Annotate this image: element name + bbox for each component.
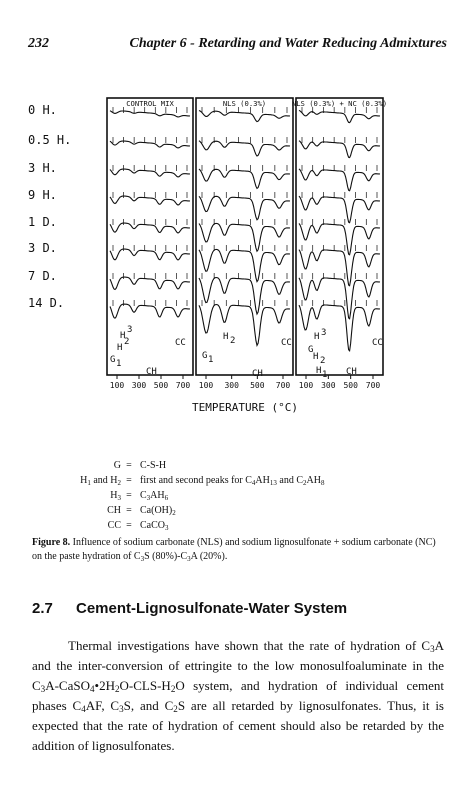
peak-label: CH <box>146 367 157 377</box>
legend-symbol: CC <box>107 520 121 531</box>
thermogram-curves <box>110 107 380 351</box>
legend-row-h3 <box>0 488 473 503</box>
thermogram-curve <box>299 223 380 254</box>
peak-label: 1 <box>208 355 214 365</box>
legend-row-cc <box>0 518 473 533</box>
equals-sign: = <box>126 475 132 486</box>
peak-label: 2 <box>124 337 130 347</box>
thermogram-curve <box>110 223 190 233</box>
row-label: 0 H. <box>28 103 57 117</box>
thermogram-curve <box>299 278 380 319</box>
legend-definition: C-S-H <box>140 460 167 471</box>
thermogram-curve <box>299 110 380 122</box>
tick-label: 100 <box>109 381 125 390</box>
peak-label: H <box>120 331 126 341</box>
peak-label: 2 <box>320 356 326 366</box>
equals-sign: = <box>126 490 132 501</box>
thermogram-curve <box>199 169 290 188</box>
peak-label: 2 <box>230 336 236 346</box>
peak-label: 1 <box>116 359 122 369</box>
row-label: 14 D. <box>28 296 65 310</box>
tick-label: 300 <box>131 381 147 390</box>
section-title: Cement-Lignosulfonate-Water System <box>76 600 348 617</box>
equals-sign: = <box>126 460 132 471</box>
thermogram-curve <box>110 249 190 260</box>
tick-label: 700 <box>365 381 381 390</box>
thermogram-curve <box>299 305 380 351</box>
thermogram-curve <box>199 223 290 251</box>
peak-label: CC <box>372 338 383 348</box>
tick-label: 300 <box>224 381 239 390</box>
peak-label: H <box>117 343 123 353</box>
dta-thermogram-plot <box>0 88 473 433</box>
legend-definition: $Ca(OH)_2$ <box>140 505 176 517</box>
peak-label: H <box>316 366 322 376</box>
figure-caption: Figure 8. Influence of sodium carbonate (NLS) and sodium lignosulfonate + sodium carbonate (NC) on the paste hydration of $C_3S$ $(80\%)-C_3A$ (20%). <box>32 537 436 563</box>
tick-label: 100 <box>198 381 214 390</box>
thermogram-curve <box>110 277 190 289</box>
page-header <box>28 36 447 56</box>
peak-label: G <box>308 345 314 355</box>
page-number: 232 <box>28 36 49 51</box>
legend-definition: $C_3AH_6$ <box>140 490 169 502</box>
thermogram-curve <box>199 305 290 346</box>
row-label: 9 H. <box>28 188 57 202</box>
legend-row-h1-h2 <box>0 473 473 488</box>
legend-symbol: CH <box>107 505 121 516</box>
legend-row-ch <box>0 503 473 518</box>
row-label: 7 D. <box>28 269 57 283</box>
legend-definition: CaCO$_3$ <box>140 520 169 532</box>
legend-symbol: $H_1$ and $H_2$ <box>80 475 121 487</box>
chapter-title: Chapter 6 - Retarding and Water Reducing Admixtures <box>129 36 447 51</box>
figure-frame <box>107 98 383 379</box>
thermogram-curve <box>299 196 380 223</box>
tick-label: 700 <box>175 381 191 390</box>
thermogram-curve <box>299 169 380 191</box>
x-axis-title: TEMPERATURE (°C) <box>192 401 298 414</box>
row-label: 3 D. <box>28 241 57 255</box>
thermogram-curve <box>110 196 190 205</box>
tick-label: 500 <box>250 381 265 390</box>
legend-row-g <box>0 458 473 473</box>
figure-labels <box>28 99 387 414</box>
section-number: 2.7 <box>32 600 53 617</box>
tick-label: 100 <box>298 381 314 390</box>
equals-sign: = <box>126 505 132 516</box>
tick-label: 500 <box>343 381 358 390</box>
peak-label: CC <box>281 338 292 348</box>
legend-definition: first and second peaks for $C_4AH_{13}$ and $C_2AH_8$ <box>140 475 325 487</box>
section-heading <box>32 600 444 622</box>
row-label: 0.5 H. <box>28 133 72 147</box>
thermogram-curve <box>199 249 290 281</box>
tick-label: 300 <box>321 381 336 390</box>
panel-label: CONTROL MIX <box>126 99 174 108</box>
thermogram-curve <box>110 169 190 177</box>
peak-label: H <box>314 332 320 342</box>
peak-label: CH <box>346 367 357 377</box>
thermogram-curve <box>299 141 380 158</box>
thermogram-curve <box>199 141 290 156</box>
peak-label: 1 <box>322 370 328 380</box>
row-label: 1 D. <box>28 215 57 229</box>
peak-label: 3 <box>321 328 327 338</box>
peak-label: 3 <box>127 325 133 335</box>
peak-label: CC <box>175 338 186 348</box>
figure-label: Figure 8. <box>32 537 71 548</box>
equals-sign: = <box>126 520 132 531</box>
thermogram-curve <box>199 196 290 220</box>
panel-label: NLS (0.3%) <box>222 99 267 108</box>
body-paragraph: Thermal investigations have shown that the rate of hydration of $C_3A$ and the inter-conversion of ettringite to the low monosulfoaluminate in the $C_3A-CaSO_4•2H_2O-CLS-H_2O$ system, and hydration of individual cement phases $C_4AF$, $C_3S$, and $C_2S$ are all retarded by lignosulfonates. Thus, it is expected that the rate of hydration of cement should also be retarded by the addition of lignosulfonates. <box>32 638 444 753</box>
thermogram-curve <box>110 141 190 148</box>
row-label: 3 H. <box>28 161 57 175</box>
thermogram-curve <box>110 304 190 318</box>
legend-symbol: $H_3$ <box>110 490 121 502</box>
thermogram-curve <box>199 111 290 122</box>
legend-symbol: G <box>113 460 121 471</box>
peak-label: G <box>110 355 116 365</box>
tick-label: 500 <box>153 381 169 390</box>
panel-label: NLS (0.3%) + NC (0.3%) <box>291 99 388 108</box>
tick-label: 700 <box>275 381 291 390</box>
thermogram-curve <box>110 111 190 117</box>
peak-label: G <box>202 351 208 361</box>
dta-figure <box>0 88 473 433</box>
peak-label: CH <box>252 369 263 379</box>
peak-label: H <box>223 332 229 342</box>
peak-label: H <box>313 352 319 362</box>
